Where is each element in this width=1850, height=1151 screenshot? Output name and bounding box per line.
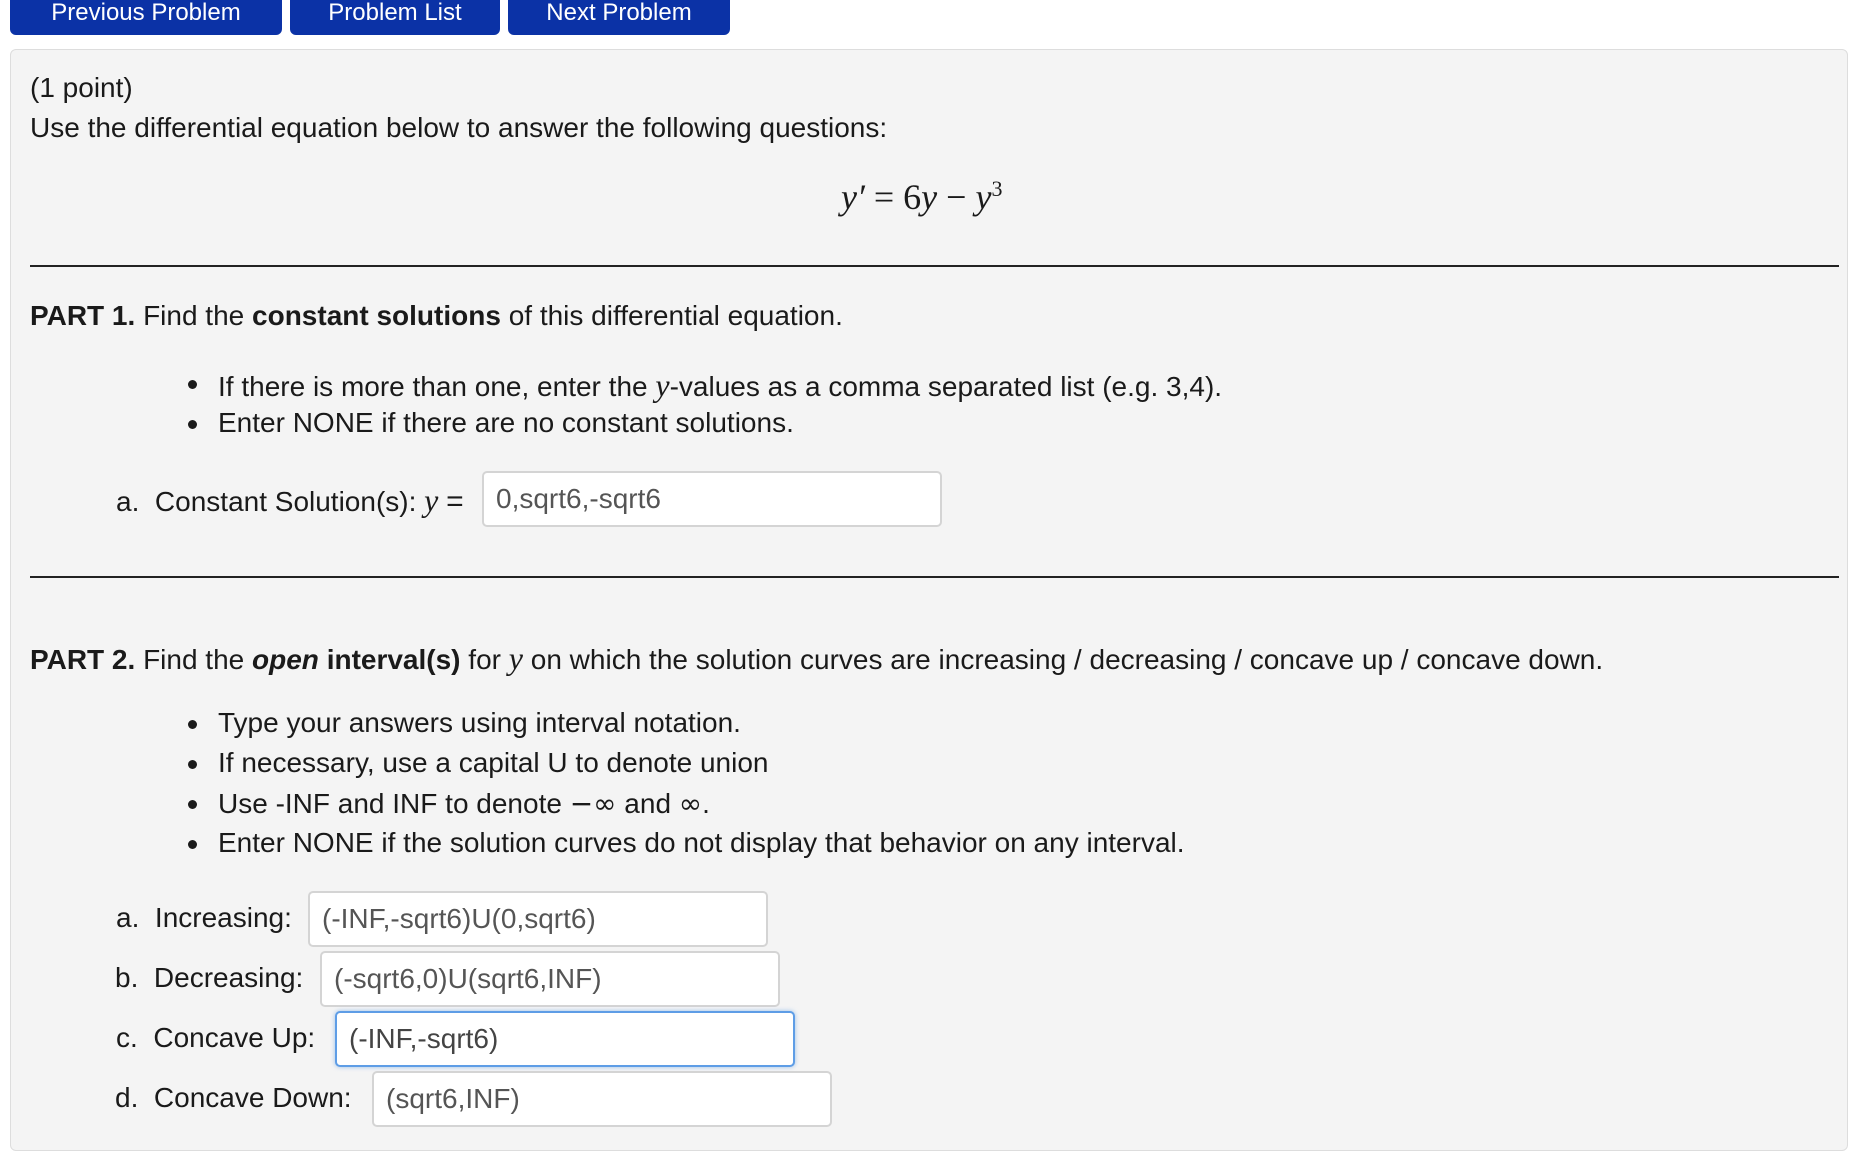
part1-text-a: Find the xyxy=(143,300,245,331)
differential-equation xyxy=(841,176,1002,218)
part1-bullet-1-post: -values as a comma separated list (e.g. 3,4). xyxy=(669,371,1223,402)
part2-italic-bold: open xyxy=(252,644,319,675)
decreasing-marker: b. xyxy=(115,962,139,993)
part2-text-a: Find the xyxy=(143,644,245,675)
part1-question-a-eq: = xyxy=(446,485,464,518)
increasing-input[interactable] xyxy=(308,891,768,947)
bullet-dot xyxy=(188,800,197,809)
bullet-dot xyxy=(188,840,197,849)
part1-bullet-1 xyxy=(218,367,1222,404)
problem-intro: Use the differential equation below to answer the following questions: xyxy=(30,112,888,143)
part2-bullet-3-end: . xyxy=(702,788,710,819)
part2-bold: interval(s) xyxy=(326,644,461,675)
equation-var2: y xyxy=(975,177,992,217)
next-problem-button[interactable] xyxy=(508,0,730,35)
part1-heading xyxy=(30,300,843,332)
part2-bullet-1: Type your answers using interval notation. xyxy=(218,707,741,738)
concave-down-input[interactable] xyxy=(372,1071,832,1127)
concave-up-text: Concave Up: xyxy=(153,1022,316,1053)
equation-exponent: 3 xyxy=(991,176,1003,201)
bullet-dot xyxy=(188,420,197,429)
equation-lhs: y′ xyxy=(841,177,865,217)
equation-coefficient: 6 xyxy=(903,177,922,217)
part2-text-b: for xyxy=(468,644,501,675)
part1-bullet-1-var: y xyxy=(655,367,670,403)
constant-solutions-input[interactable] xyxy=(482,471,942,527)
divider-1 xyxy=(30,265,1839,267)
part1-label: PART 1. xyxy=(30,300,136,331)
part2-bullet-3-sym1: −∞ xyxy=(569,787,617,820)
equation-minus: − xyxy=(946,177,967,217)
part1-text-b: of this differential equation. xyxy=(508,300,843,331)
next-problem-label: Next Problem xyxy=(546,0,692,26)
part1-bold: constant solutions xyxy=(252,300,501,331)
part2-bullet-4: Enter NONE if the solution curves do not display that behavior on any interval. xyxy=(218,827,1185,858)
bullet-dot xyxy=(188,380,197,389)
part2-bullet-3-mid: and xyxy=(624,788,672,819)
part2-bullet-3 xyxy=(218,787,710,820)
part1-bullet-1-pre: If there is more than one, enter the xyxy=(218,371,648,402)
increasing-label xyxy=(116,902,292,934)
concave-down-marker: d. xyxy=(115,1082,139,1113)
part2-var: y xyxy=(508,640,523,676)
concave-down-label xyxy=(115,1082,352,1114)
previous-problem-label: Previous Problem xyxy=(51,0,241,26)
part1-question-a-label xyxy=(116,482,464,519)
concave-down-text: Concave Down: xyxy=(153,1082,352,1113)
problem-list-button[interactable] xyxy=(290,0,500,35)
problem-panel xyxy=(10,49,1848,1151)
concave-up-marker: c. xyxy=(116,1022,138,1053)
equation-var: y xyxy=(921,177,938,217)
problem-list-label: Problem List xyxy=(328,0,462,26)
increasing-marker: a. xyxy=(116,902,140,933)
part1-question-a-marker: a. xyxy=(116,486,140,517)
concave-up-input[interactable] xyxy=(335,1011,795,1067)
previous-problem-button[interactable] xyxy=(10,0,282,35)
decreasing-label xyxy=(115,962,303,994)
part2-bullet-2: If necessary, use a capital U to denote union xyxy=(218,747,769,778)
equation-equals: = xyxy=(873,177,895,217)
bullet-dot xyxy=(188,720,197,729)
part1-question-a-text: Constant Solution(s): xyxy=(154,486,417,517)
problem-points: (1 point) xyxy=(30,72,133,103)
part1-question-a-var: y xyxy=(424,482,439,518)
part2-label: PART 2. xyxy=(30,644,136,675)
divider-2 xyxy=(30,576,1839,578)
decreasing-text: Decreasing: xyxy=(153,962,304,993)
concave-up-label xyxy=(116,1022,315,1054)
part2-bullet-3-sym2: ∞ xyxy=(678,787,703,820)
decreasing-input[interactable] xyxy=(320,951,780,1007)
part2-heading xyxy=(30,640,1603,677)
part2-text-c: on which the solution curves are increasing / decreasing / concave up / concave down. xyxy=(530,644,1604,675)
increasing-text: Increasing: xyxy=(154,902,292,933)
part1-bullet-2: Enter NONE if there are no constant solutions. xyxy=(218,407,794,438)
bullet-dot xyxy=(188,760,197,769)
part2-bullet-3-pre: Use -INF and INF to denote xyxy=(218,788,562,819)
